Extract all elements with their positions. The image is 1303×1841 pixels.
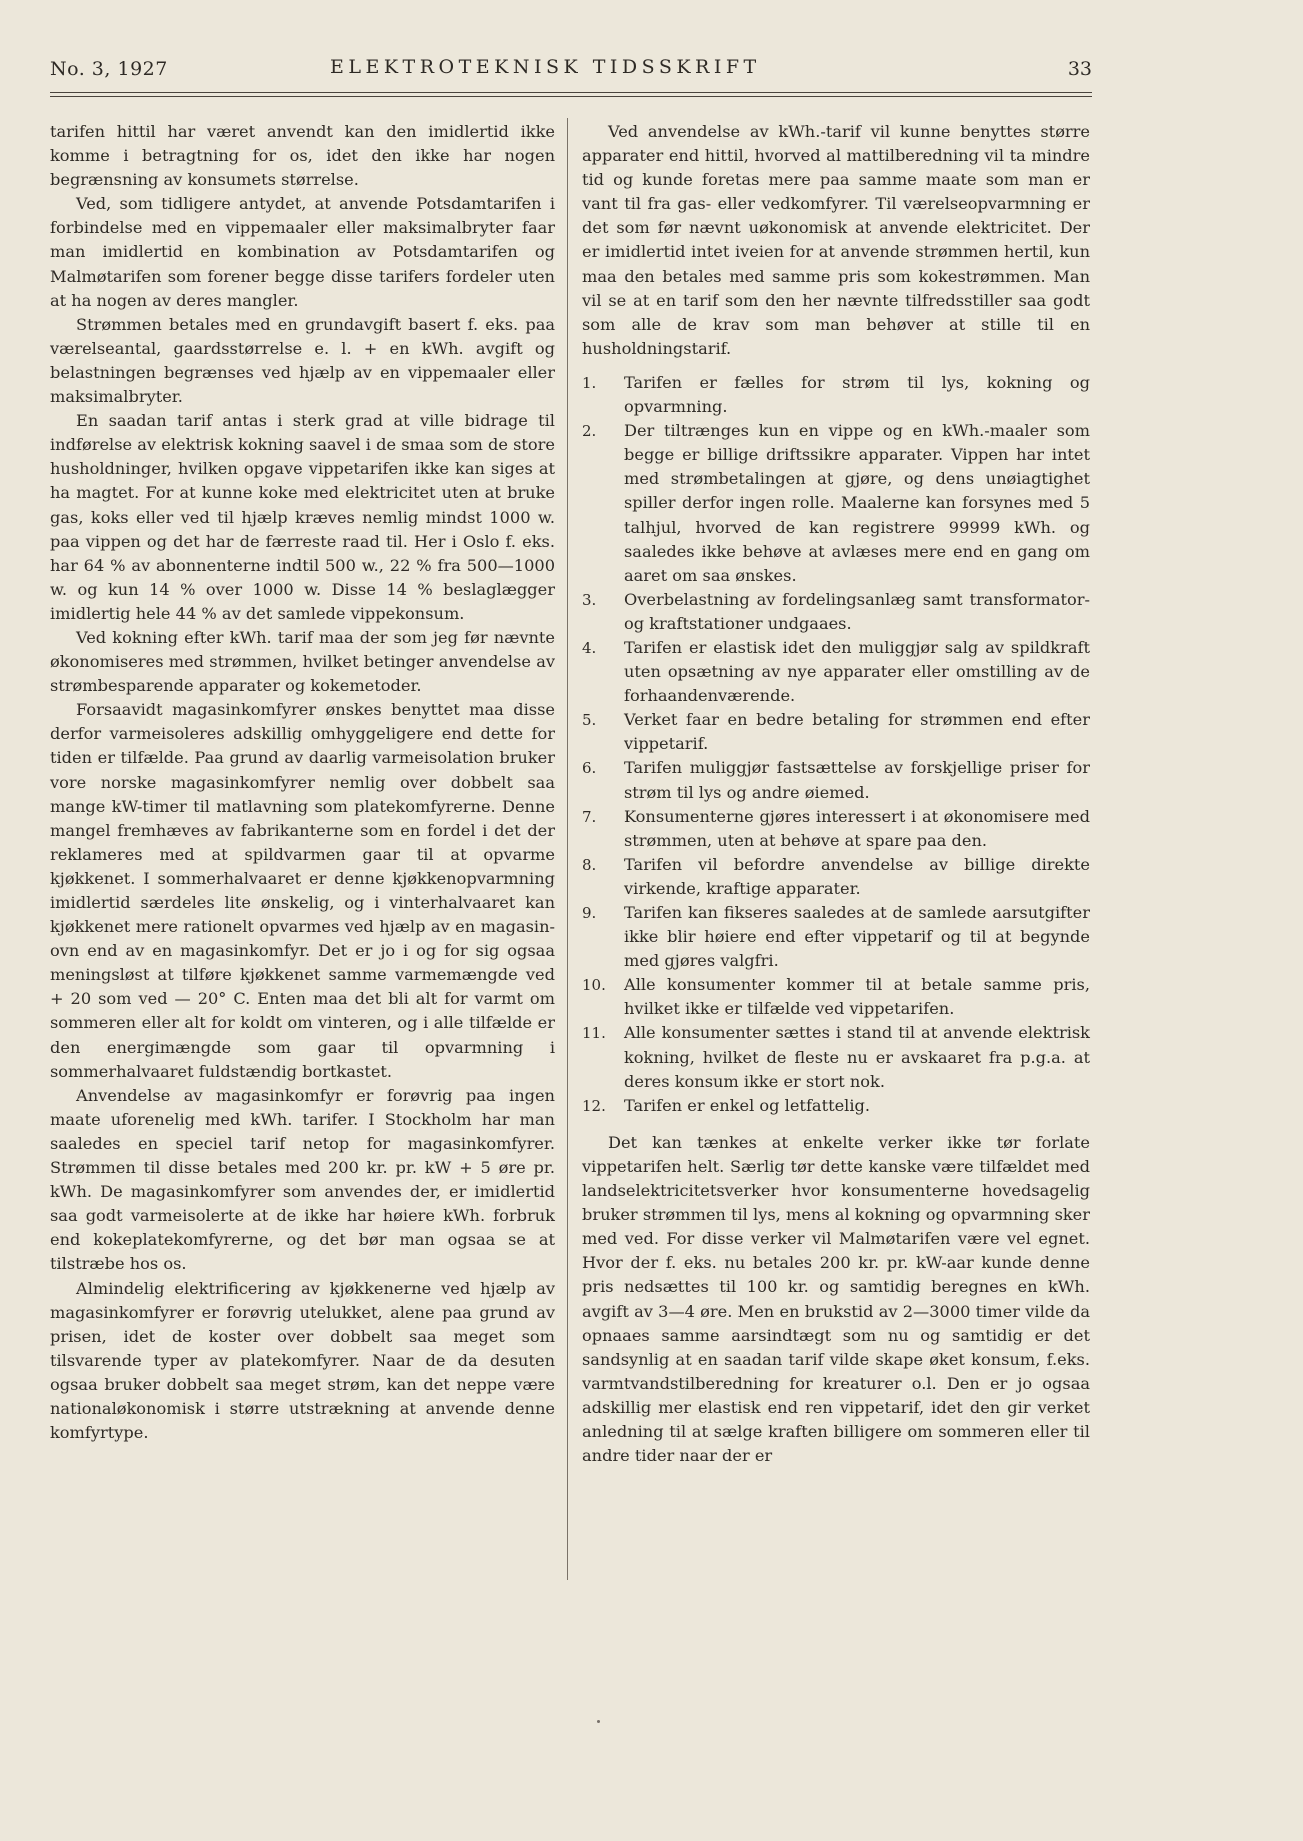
running-header	[50, 50, 1092, 84]
list-text: Alle konsumenter sættes i stand til at anvende elektrisk kokning, hvilket de fleste nu er avskaaret fra p.g.a. at deres konsum ikke er stort nok.	[624, 1023, 1090, 1091]
paragraph: Ved kokning efter kWh. tarif maa der som jeg før nævnte økonomiseres med strømmen, hvilket betinger anvendelse av strømbesparende apparater og kokemetoder.	[50, 627, 555, 696]
list-number: 8.	[582, 855, 597, 874]
list-number: 11.	[582, 1024, 606, 1043]
list-number: 1.	[582, 373, 597, 392]
list-item	[582, 708, 1090, 756]
paragraph: Almindelig elektrificering av kjøkkenerne ved hjælp av magasinkomfyrer er forøvrig utelukket, alene paa grund av prisen, idet de koster over dobbelt saa meget som tilsvarende typer av platekomfyrer. Naar de da desuten ogsaa bruker dobbelt saa meget strøm, kan det neppe være nationaløkonomisk i større utstrækning at anvende denne komfyrtype.	[50, 1278, 555, 1443]
list-item	[582, 853, 1090, 901]
paragraph-closing: Det kan tænkes at enkelte verker ikke tør forlate vippetarifen helt. Særlig tør dette kanske være tilfældet med landselektricitetsverker hvor konsumenterne hovedsagelig bruker strømmen til lys, mens al kokning og opvarmning sker med ved. For disse verker vil Malmøtarifen være vel egnet. Hvor der f. eks. nu betales 200 kr. pr. kW-aar kunde denne pris nedsættes til 100 kr. og samtidig beregnes en kWh. avgift av 3—4 øre. Men en brukstid av 2—3000 timer vilde da opnaaes samme aarsindtægt som nu og samtidig er det sandsynlig at en saadan tarif vilde skape øket konsum, f.eks. varmtvandstilberedning for kreaturer o.l. Den er jo ogsaa adskillig mer elastisk end ren vippetarif, idet den gir verket anledning til at sælge kraften billigere om sommeren eller til andre tider naar der er	[582, 1132, 1090, 1466]
list-number: 2.	[582, 422, 597, 441]
list-item	[582, 636, 1090, 708]
ink-speck	[597, 1720, 600, 1723]
advantages-list	[582, 371, 1090, 1118]
list-item	[582, 973, 1090, 1021]
list-text: Tarifen kan fikseres saaledes at de samlede aarsutgifter ikke blir høiere end efter vippetarif og til at begynde med gjøres valgfri.	[624, 903, 1090, 971]
list-item	[582, 1094, 1090, 1118]
issue-number: No. 3, 1927	[50, 58, 168, 80]
list-number: 3.	[582, 590, 597, 609]
paragraph: Ved, som tidligere antydet, at anvende Potsdamtarifen i forbindelse med en vippemaaler eller maksimalbryter faar man imidlertid en kombination av Potsdamtarifen og Malmøtarifen som forener begge disse tarifers fordeler uten at ha nogen av deres mangler.	[50, 194, 555, 310]
list-number: 5.	[582, 711, 597, 730]
list-number: 7.	[582, 807, 597, 826]
list-number: 10.	[582, 976, 606, 995]
header-rule-bottom	[50, 96, 1092, 97]
list-text: Tarifen muliggjør fastsættelse av forskjellige priser for strøm til lys og andre øiemed.	[624, 758, 1090, 802]
paragraph: Strømmen betales med en grundavgift basert f. eks. paa værelseantal, gaardsstørrelse e. l. + en kWh. avgift og belastningen begrænses ved hjælp av en vippemaaler eller maksimalbryter.	[50, 314, 555, 407]
list-item	[582, 901, 1090, 973]
left-column	[50, 120, 555, 1445]
paragraph: En saadan tarif antas i sterk grad at ville bidrage til indførelse av elektrisk kokning saavel i de smaa som de store husholdninger, hvilken opgave vippetarifen ikke kan siges at ha magtet. For at kunne koke med elektricitet uten at bruke gas, koks eller ved til hjælp kræves nemlig mindst 1000 w. paa vippen og det har de færreste raad til. Her i Oslo f. eks. har 64 % av abonnenterne indtil 500 w., 22 % fra 500—1000 w. og kun 14 % over 1000 w. Disse 14 % beslaglægger imidlertig hele 44 % av det samlede vippekonsum.	[50, 411, 555, 623]
list-item	[582, 588, 1090, 636]
list-text: Tarifen vil befordre anvendelse av billige direkte virkende, kraftige apparater.	[624, 854, 1090, 898]
list-item	[582, 1021, 1090, 1093]
list-text: Tarifen er enkel og letfattelig.	[624, 1095, 871, 1115]
list-number: 9.	[582, 904, 597, 922]
list-text: Der tiltrænges kun en vippe og en kWh.-maaler som begge er billige driftssikre apparater. Vippen har intet med strømbetalingen at gjøre, og dens unøiagtighet spiller derfor ingen rolle. Maalerne kan forsynes med 5 talhjul, hvorved de kan registrere 99999 kWh. og saaledes ikke behøve at avlæses mere end en gang om aaret om saa ønskes.	[624, 421, 1090, 585]
paragraph: Anvendelse av magasinkomfyr er forøvrig paa ingen maate uforenelig med kWh. tarifer. I Stockholm har man saaledes en speciel tarif netop for magasinkomfyrer. Strømmen til disse betales med 200 kr. pr. kW + 5 øre pr. kWh. De magasinkomfyrer som anvendes der, er imidlertid saa godt varmeisolerte at de ikke har høiere kWh. forbruk end kokeplatekomfyrerne, og det bør man ogsaa se at tilstræbe hos os.	[50, 1085, 555, 1274]
list-number: 4.	[582, 638, 597, 657]
list-item	[582, 371, 1090, 419]
paragraph: tarifen hittil har været anvendt kan den imidlertid ikke komme i betragtning for os, idet den ikke har nogen begrænsning av konsumets størrelse.	[50, 122, 555, 190]
list-text: Alle konsumenter kommer til at betale samme pris, hvilket ikke er tilfælde ved vippetarifen.	[624, 975, 1090, 1019]
header-rule-top	[50, 92, 1092, 93]
list-number: 6.	[582, 759, 597, 778]
list-text: Tarifen er elastisk idet den muliggjør salg av spildkraft uten opsætning av nye apparater eller omstilling av de forhaandenværende.	[624, 637, 1090, 706]
paragraph: Forsaavidt magasinkomfyrer ønskes benyttet maa disse derfor varmeisoleres adskillig omhyggeligere end dette for tiden er tilfælde. Paa grund av daarlig varmeisolation bruker vore norske magasinkomfyrer nemlig over dobbelt saa mange kW-timer til matlavning som platekomfyrerne. Denne mangel fremhæves av fabrikanterne som en fordel i det der reklameres med at spildvarmen gaar til at opvarme kjøkkenet. I sommerhalvaaret er denne kjøkkenopvarmning imidlertid særdeles lite ønskelig, og i vinterhalvaaret kan kjøkkenet mere rationelt opvarmes ved hjælp av en magasinovn end av en magasinkomfyr. Det er jo i og for sig ogsaa meningsløst at tilføre kjøkkenet samme varmemængde ved + 20 som ved — 20° C. Enten maa det bli alt for varmt om sommeren eller alt for koldt om vinteren, og i alle tilfælde er den energimængde som gaar til opvarmning i sommerhalvaaret fuldstændig bortkastet.	[50, 700, 555, 1081]
column-divider	[567, 118, 568, 1580]
paragraph-intro: Ved anvendelse av kWh.-tarif vil kunne benyttes større apparater end hittil, hvorved al mattilberedning vil ta mindre tid og kunde foretas mere paa samme maate som man er vant til fra gas- eller vedkomfyrer. Til værelseopvarmning er det som før nævnt uøkonomisk at anvende elektricitet. Der er imidlertid intet iveien for at anvende strømmen hertil, kun maa den betales med samme pris som kokestrømmen. Man vil se at en tarif som den her nævnte tilfredsstiller saa godt som alle de krav som man behøver at stille til en husholdningstarif.	[582, 122, 1090, 358]
list-number: 12.	[582, 1096, 606, 1115]
list-item	[582, 419, 1090, 588]
list-text: Konsumenterne gjøres interessert i at økonomisere med strømmen, uten at behøve at spare paa den.	[624, 806, 1090, 850]
page-number: 33	[1067, 58, 1092, 80]
list-item	[582, 805, 1090, 853]
list-item	[582, 756, 1090, 804]
list-text: Tarifen er fælles for strøm til lys, kokning og opvarmning.	[624, 372, 1090, 417]
right-column	[582, 120, 1090, 1468]
journal-title: ELEKTROTEKNISK TIDSSKRIFT	[330, 56, 761, 78]
list-text: Overbelastning av fordelingsanlæg samt transformator- og kraftstationer undgaaes.	[624, 589, 1090, 633]
list-text: Verket faar en bedre betaling for strømmen end efter vippetarif.	[624, 710, 1090, 754]
